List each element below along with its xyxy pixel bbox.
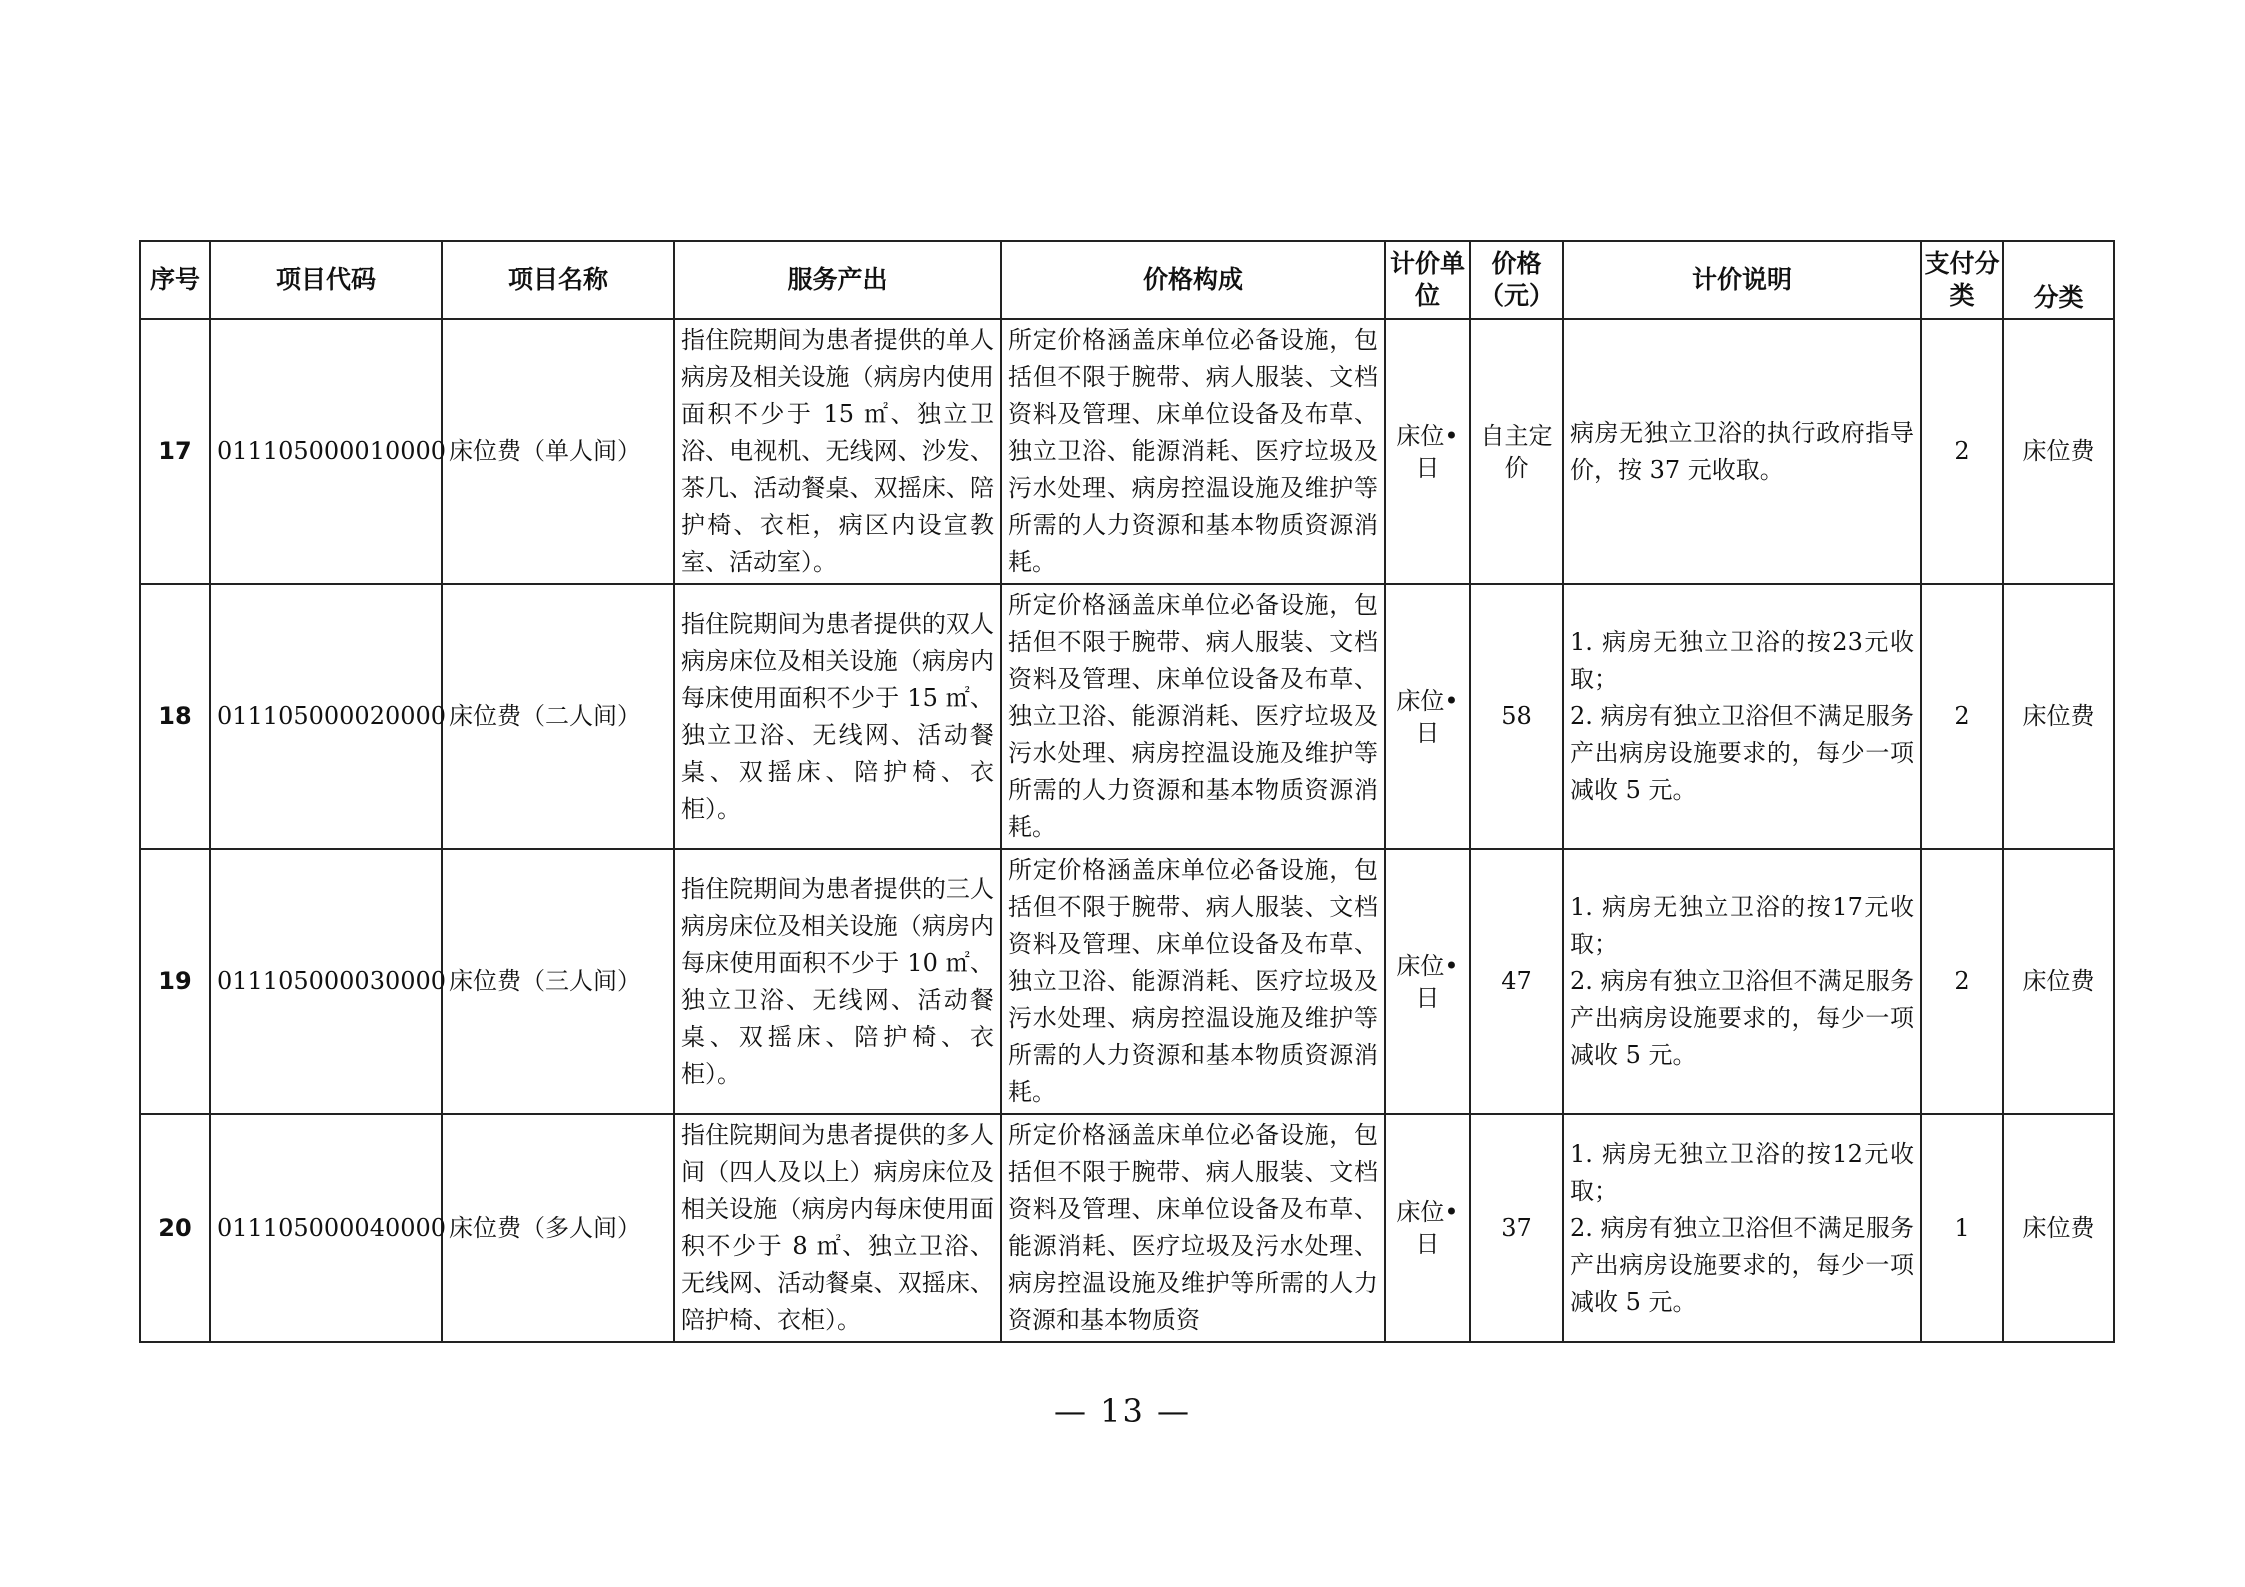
cell-name: 床位费（单人间） xyxy=(442,319,674,584)
cell-category: 床位费 xyxy=(2003,584,2114,849)
cell-unit: 床位•日 xyxy=(1385,584,1470,849)
cell-name: 床位费（多人间） xyxy=(442,1114,674,1342)
composition-text: 所定价格涵盖床单位必备设施，包括但不限于腕带、病人服装、文档资料及管理、床单位设备及布草、能源消耗、医疗垃圾及污水处理、病房控温设施及维护等所需的人力资源和基本物质资 xyxy=(1008,1121,1378,1334)
cell-service: 指住院期间为患者提供的三人病房床位及相关设施（病房内每床使用面积不少于 10 ㎡、独立卫浴、无线网、活动餐桌、双摇床、陪护椅、衣柜）。 xyxy=(674,849,1001,1114)
cell-price: 自主定价 xyxy=(1470,319,1563,584)
cell-category: 床位费 xyxy=(2003,1114,2114,1342)
header-service: 服务产出 xyxy=(674,241,1001,319)
cell-category: 床位费 xyxy=(2003,319,2114,584)
cell-code: 011105000010000 xyxy=(210,319,442,584)
pricing-table xyxy=(139,240,2115,1343)
header-price: 价格（元） xyxy=(1470,241,1563,319)
table-row xyxy=(140,584,2114,849)
cell-seq: 17 xyxy=(140,319,210,584)
header-category: 分类 xyxy=(2003,241,2114,319)
header-code: 项目代码 xyxy=(210,241,442,319)
table-row xyxy=(140,319,2114,584)
cell-seq: 18 xyxy=(140,584,210,849)
cell-service: 指住院期间为患者提供的双人病房床位及相关设施（病房内每床使用面积不少于 15 ㎡、独立卫浴、无线网、活动餐桌、双摇床、陪护椅、衣柜）。 xyxy=(674,584,1001,849)
cell-price: 47 xyxy=(1470,849,1563,1114)
cell-code: 011105000040000 xyxy=(210,1114,442,1342)
header-unit: 计价单位 xyxy=(1385,241,1470,319)
cell-service: 指住院期间为患者提供的多人间（四人及以上）病房床位及相关设施（病房内每床使用面积不少于 8 ㎡、独立卫浴、无线网、活动餐桌、双摇床、陪护椅、衣柜）。 xyxy=(674,1114,1001,1342)
cell-seq: 19 xyxy=(140,849,210,1114)
cell-notes: 1. 病房无独立卫浴的按12元收取； 2. 病房有独立卫浴但不满足服务产出病房设施要求的，每少一项减收 5 元。 xyxy=(1563,1114,1921,1342)
cell-payment: 2 xyxy=(1921,849,2003,1114)
page-number: — 13 — xyxy=(1053,1392,1192,1430)
cell-payment: 2 xyxy=(1921,319,2003,584)
header-name: 项目名称 xyxy=(442,241,674,319)
cell-notes: 1. 病房无独立卫浴的按17元收取； 2. 病房有独立卫浴但不满足服务产出病房设施要求的，每少一项减收 5 元。 xyxy=(1563,849,1921,1114)
cell-unit: 床位•日 xyxy=(1385,849,1470,1114)
header-notes: 计价说明 xyxy=(1563,241,1921,319)
cell-payment: 1 xyxy=(1921,1114,2003,1342)
cell-composition: 所定价格涵盖床单位必备设施，包括但不限于腕带、病人服装、文档资料及管理、床单位设备及布草、独立卫浴、能源消耗、医疗垃圾及污水处理、病房控温设施及维护等所需的人力资源和基本物质资源消耗。 xyxy=(1001,849,1385,1114)
cell-name: 床位费（二人间） xyxy=(442,584,674,849)
cell-price: 58 xyxy=(1470,584,1563,849)
cell-unit: 床位•日 xyxy=(1385,1114,1470,1342)
cell-service: 指住院期间为患者提供的单人病房及相关设施（病房内使用面积不少于 15 ㎡、独立卫浴、电视机、无线网、沙发、茶几、活动餐桌、双摇床、陪护椅、衣柜，病区内设宣教室、活动室）。 xyxy=(674,319,1001,584)
cell-category: 床位费 xyxy=(2003,849,2114,1114)
cell-notes: 病房无独立卫浴的执行政府指导价，按 37 元收取。 xyxy=(1563,319,1921,584)
cell-price: 37 xyxy=(1470,1114,1563,1342)
cell-unit: 床位•日 xyxy=(1385,319,1470,584)
cell-seq: 20 xyxy=(140,1114,210,1342)
table-header-row xyxy=(140,241,2114,319)
cell-name: 床位费（三人间） xyxy=(442,849,674,1114)
cell-code: 011105000020000 xyxy=(210,584,442,849)
cell-payment: 2 xyxy=(1921,584,2003,849)
header-seq: 序号 xyxy=(140,241,210,319)
cell-notes: 1. 病房无独立卫浴的按23元收取； 2. 病房有独立卫浴但不满足服务产出病房设施要求的，每少一项减收 5 元。 xyxy=(1563,584,1921,849)
cell-composition: 所定价格涵盖床单位必备设施，包括但不限于腕带、病人服装、文档资料及管理、床单位设备及布草、独立卫浴、能源消耗、医疗垃圾及污水处理、病房控温设施及维护等所需的人力资源和基本物质资源消耗。 xyxy=(1001,584,1385,849)
table-row xyxy=(140,1114,2114,1342)
cell-code: 011105000030000 xyxy=(210,849,442,1114)
cell-composition xyxy=(1001,1114,1385,1342)
header-composition: 价格构成 xyxy=(1001,241,1385,319)
cell-composition: 所定价格涵盖床单位必备设施，包括但不限于腕带、病人服装、文档资料及管理、床单位设备及布草、独立卫浴、能源消耗、医疗垃圾及污水处理、病房控温设施及维护等所需的人力资源和基本物质资源消耗。 xyxy=(1001,319,1385,584)
header-payment: 支付分类 xyxy=(1921,241,2003,319)
table-row xyxy=(140,849,2114,1114)
